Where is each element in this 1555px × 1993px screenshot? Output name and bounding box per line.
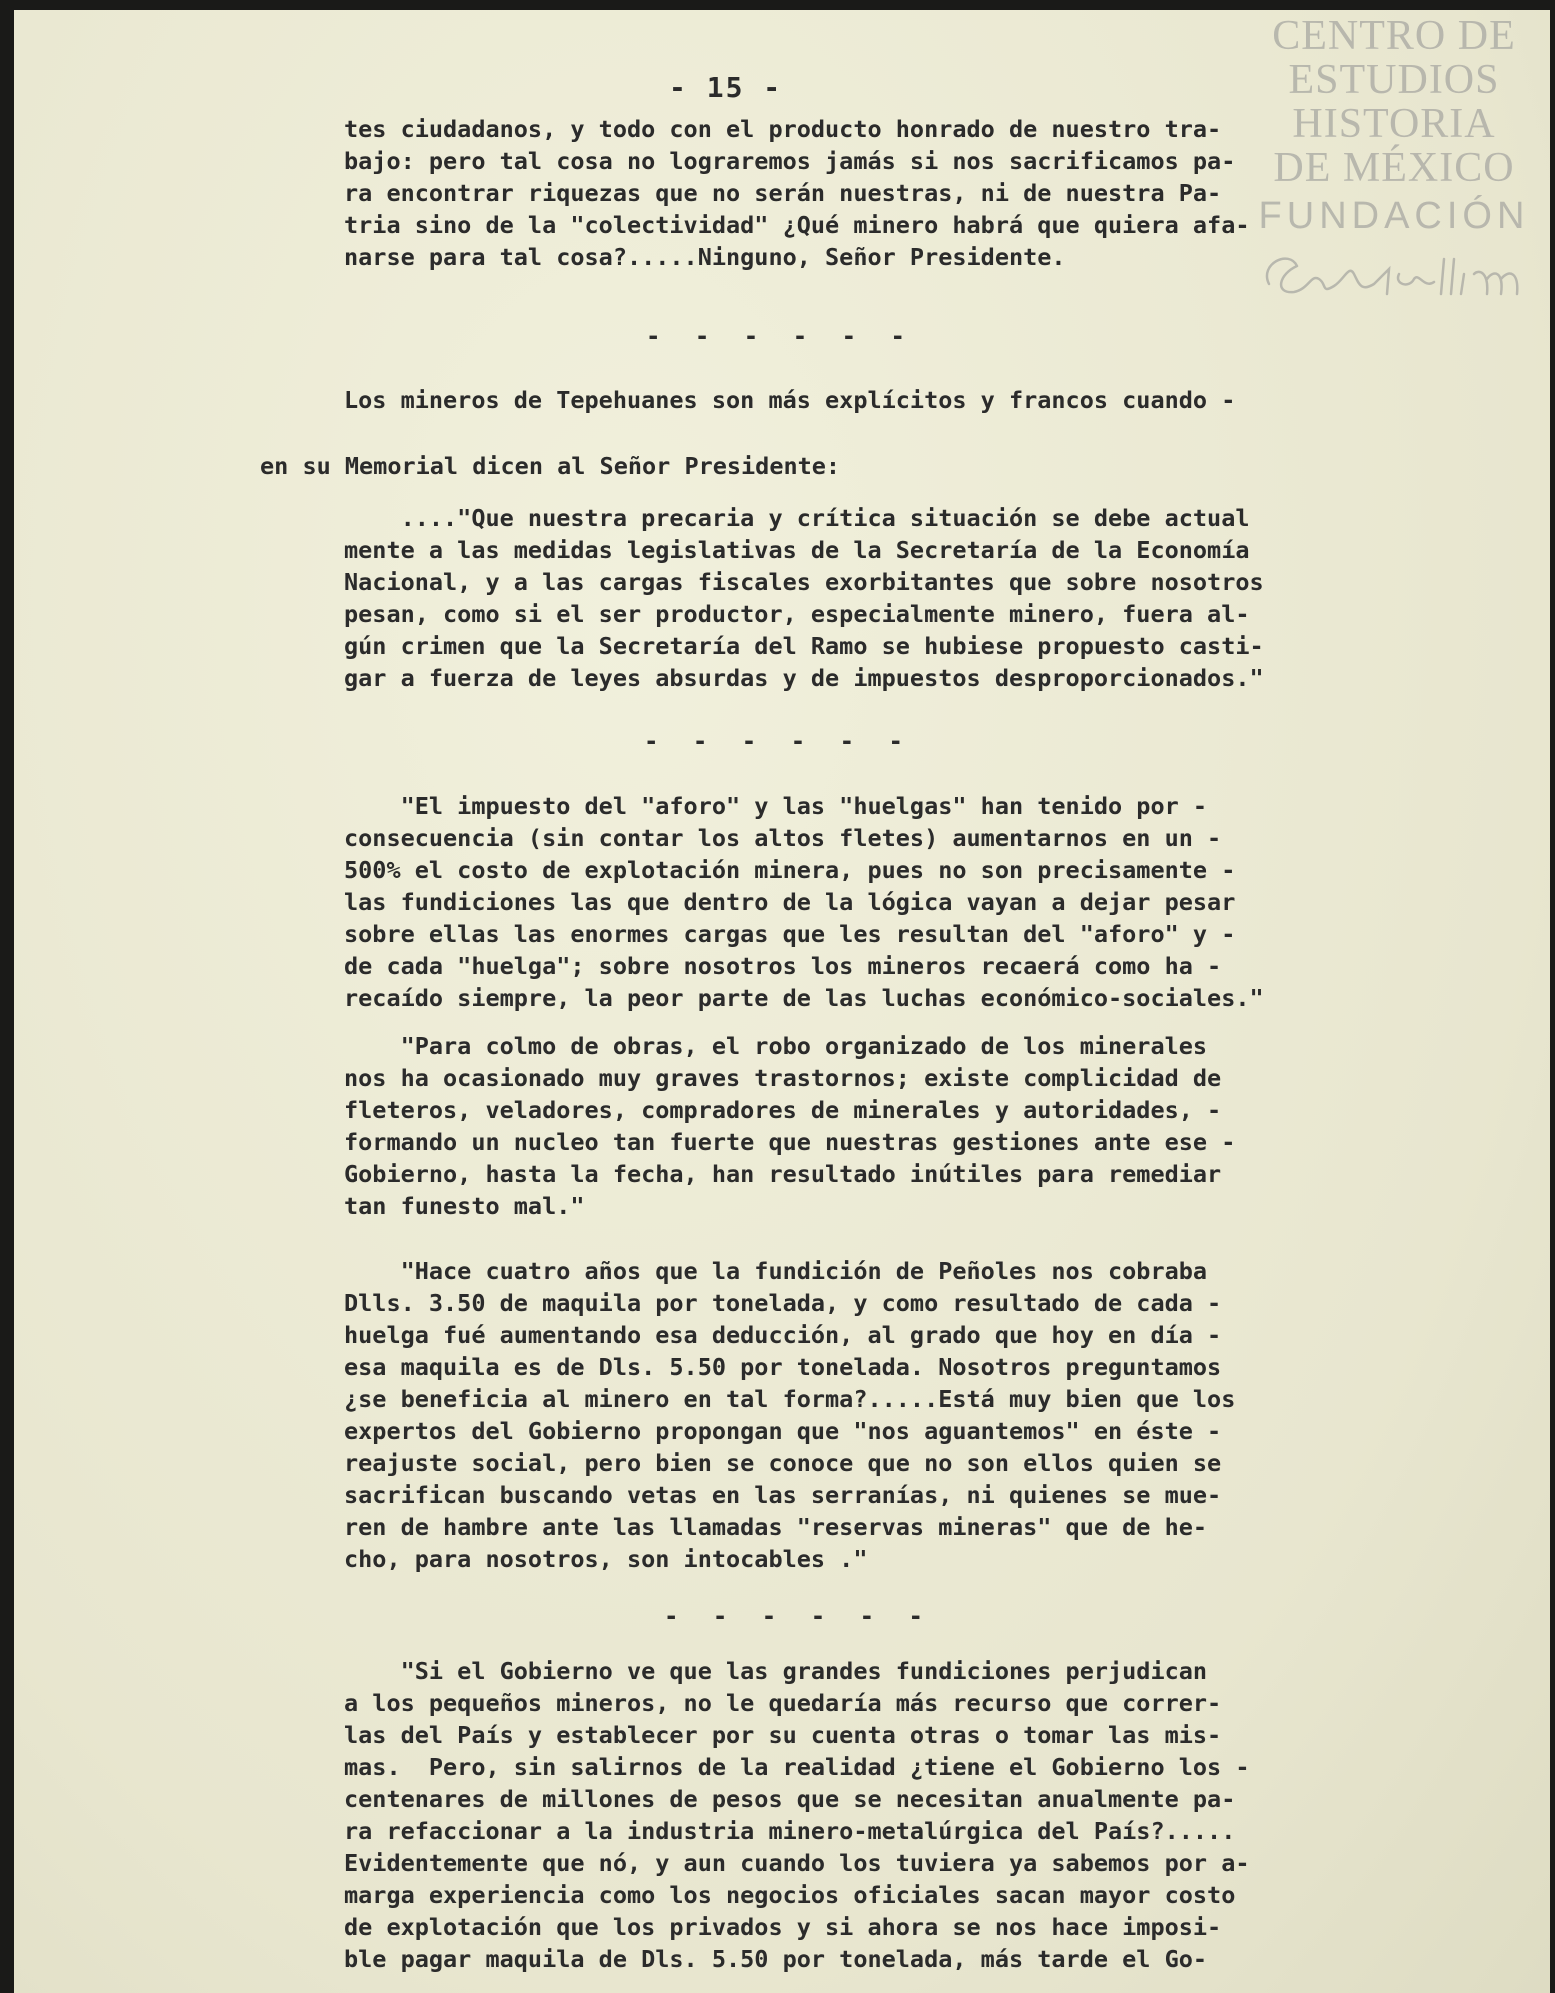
paragraph-4 bbox=[344, 502, 1264, 694]
text-line: Dlls. 3.50 de maquila por tonelada, y como resultado de cada - bbox=[344, 1289, 1222, 1317]
text-line: mas. Pero, sin salirnos de la realidad ¿tiene el Gobierno los - bbox=[344, 1753, 1250, 1781]
section-separator: - - - - - - bbox=[646, 322, 915, 350]
text-line: gar a fuerza de leyes absurdas y de impuestos desproporcionados." bbox=[344, 664, 1264, 692]
text-line: huelga fué aumentando esa deducción, al grado que hoy en día - bbox=[344, 1321, 1222, 1349]
paragraph-5 bbox=[344, 790, 1264, 1014]
watermark-line-3: HISTORIA bbox=[1292, 101, 1496, 147]
section-separator: - - - - - - bbox=[644, 727, 913, 755]
text-line: las fundiciones las que dentro de la lógica vayan a dejar pesar bbox=[344, 888, 1236, 916]
text-line: a los pequeños mineros, no le quedaría más recurso que correr- bbox=[344, 1689, 1222, 1717]
text-line: consecuencia (sin contar los altos fletes) aumentarnos en un - bbox=[344, 824, 1222, 852]
text-line: formando un nucleo tan fuerte que nuestras gestiones ante ese - bbox=[344, 1128, 1236, 1156]
text-line: en su Memorial dicen al Señor Presidente: bbox=[260, 452, 841, 480]
text-line: ren de hambre ante las llamadas "reservas mineras" que de he- bbox=[344, 1513, 1208, 1541]
text-line: Gobierno, hasta la fecha, han resultado inútiles para remediar bbox=[344, 1160, 1222, 1188]
archive-watermark bbox=[1244, 14, 1544, 309]
text-line: tan funesto mal." bbox=[344, 1192, 585, 1220]
paragraph-2 bbox=[344, 384, 1235, 416]
text-line: bajo: pero tal cosa no lograremos jamás si nos sacrificamos pa- bbox=[344, 147, 1236, 175]
text-line: sobre ellas las enormes cargas que les resultan del "aforo" y - bbox=[344, 920, 1236, 948]
text-line: de explotación que los privados y si ahora se nos hace imposi- bbox=[344, 1913, 1222, 1941]
paragraph-6 bbox=[344, 1030, 1235, 1222]
text-line: las del País y establecer por su cuenta otras o tomar las mis- bbox=[344, 1721, 1222, 1749]
text-line: "Para colmo de obras, el robo organizado de los minerales bbox=[344, 1032, 1208, 1060]
text-line: de cada "huelga"; sobre nosotros los mineros recaerá como ha - bbox=[344, 952, 1222, 980]
paragraph-7 bbox=[344, 1255, 1235, 1575]
text-line: ¿se beneficia al minero en tal forma?.....Está muy bien que los bbox=[344, 1385, 1236, 1413]
text-line: pesan, como si el ser productor, especialmente minero, fuera al- bbox=[344, 600, 1250, 628]
watermark-line-1: CENTRO DE bbox=[1272, 13, 1516, 59]
signature-icon bbox=[1249, 244, 1539, 304]
document-page bbox=[14, 10, 1550, 1993]
text-line: reajuste social, pero bien se conoce que no son ellos quien se bbox=[344, 1449, 1222, 1477]
text-line: sacrifican buscando vetas en las serranías, ni quienes se mue- bbox=[344, 1481, 1222, 1509]
watermark-line-2: ESTUDIOS bbox=[1288, 57, 1500, 103]
text-line: ra encontrar riquezas que no serán nuestras, ni de nuestra Pa- bbox=[344, 179, 1222, 207]
text-line: ...."Que nuestra precaria y crítica situación se debe actual bbox=[344, 504, 1250, 532]
text-line: cho, para nosotros, son intocables ." bbox=[344, 1545, 868, 1573]
text-line: fleteros, veladores, compradores de minerales y autoridades, - bbox=[344, 1096, 1222, 1124]
watermark-line-5: FUNDACIÓN bbox=[1258, 195, 1530, 237]
text-line: Evidentemente que nó, y aun cuando los tuviera ya sabemos por a- bbox=[344, 1849, 1250, 1877]
page-number: - 15 - bbox=[669, 71, 783, 104]
section-separator: - - - - - - bbox=[664, 1602, 933, 1630]
text-line: narse para tal cosa?.....Ninguno, Señor Presidente. bbox=[344, 243, 1066, 271]
text-line: expertos del Gobierno propongan que "nos aguantemos" en éste - bbox=[344, 1417, 1222, 1445]
text-line: tria sino de la "colectividad" ¿Qué minero habrá que quiera afa- bbox=[344, 211, 1250, 239]
paragraph-8 bbox=[344, 1655, 1249, 1975]
text-line: mente a las medidas legislativas de la Secretaría de la Economía bbox=[344, 536, 1250, 564]
text-line: marga experiencia como los negocios oficiales sacan mayor costo bbox=[344, 1881, 1236, 1909]
text-line: gún crimen que la Secretaría del Ramo se hubiese propuesto casti- bbox=[344, 632, 1264, 660]
text-line: 500% el costo de explotación minera, pues no son precisamente - bbox=[344, 856, 1236, 884]
paragraph-1 bbox=[344, 113, 1249, 273]
text-line: nos ha ocasionado muy graves trastornos; existe complicidad de bbox=[344, 1064, 1222, 1092]
text-line: tes ciudadanos, y todo con el producto honrado de nuestro tra- bbox=[344, 115, 1222, 143]
text-line: "Si el Gobierno ve que las grandes fundiciones perjudican bbox=[344, 1657, 1208, 1685]
text-line: ble pagar maquila de Dls. 5.50 por tonelada, más tarde el Go- bbox=[344, 1945, 1208, 1973]
paragraph-3 bbox=[260, 450, 840, 482]
text-line: ra refaccionar a la industria minero-metalúrgica del País?..... bbox=[344, 1817, 1236, 1845]
text-line: Los mineros de Tepehuanes son más explícitos y francos cuando - bbox=[344, 386, 1236, 414]
text-line: recaído siempre, la peor parte de las luchas económico-sociales." bbox=[344, 984, 1264, 1012]
text-line: "Hace cuatro años que la fundición de Peñoles nos cobraba bbox=[344, 1257, 1208, 1285]
text-line: Nacional, y a las cargas fiscales exorbitantes que sobre nosotros bbox=[344, 568, 1264, 596]
text-line: centenares de millones de pesos que se necesitan anualmente pa- bbox=[344, 1785, 1236, 1813]
watermark-line-4: DE MÉXICO bbox=[1273, 145, 1515, 191]
watermark-signature bbox=[1244, 244, 1544, 309]
text-line: "El impuesto del "aforo" y las "huelgas" han tenido por - bbox=[344, 792, 1208, 820]
text-line: esa maquila es de Dls. 5.50 por tonelada. Nosotros preguntamos bbox=[344, 1353, 1222, 1381]
